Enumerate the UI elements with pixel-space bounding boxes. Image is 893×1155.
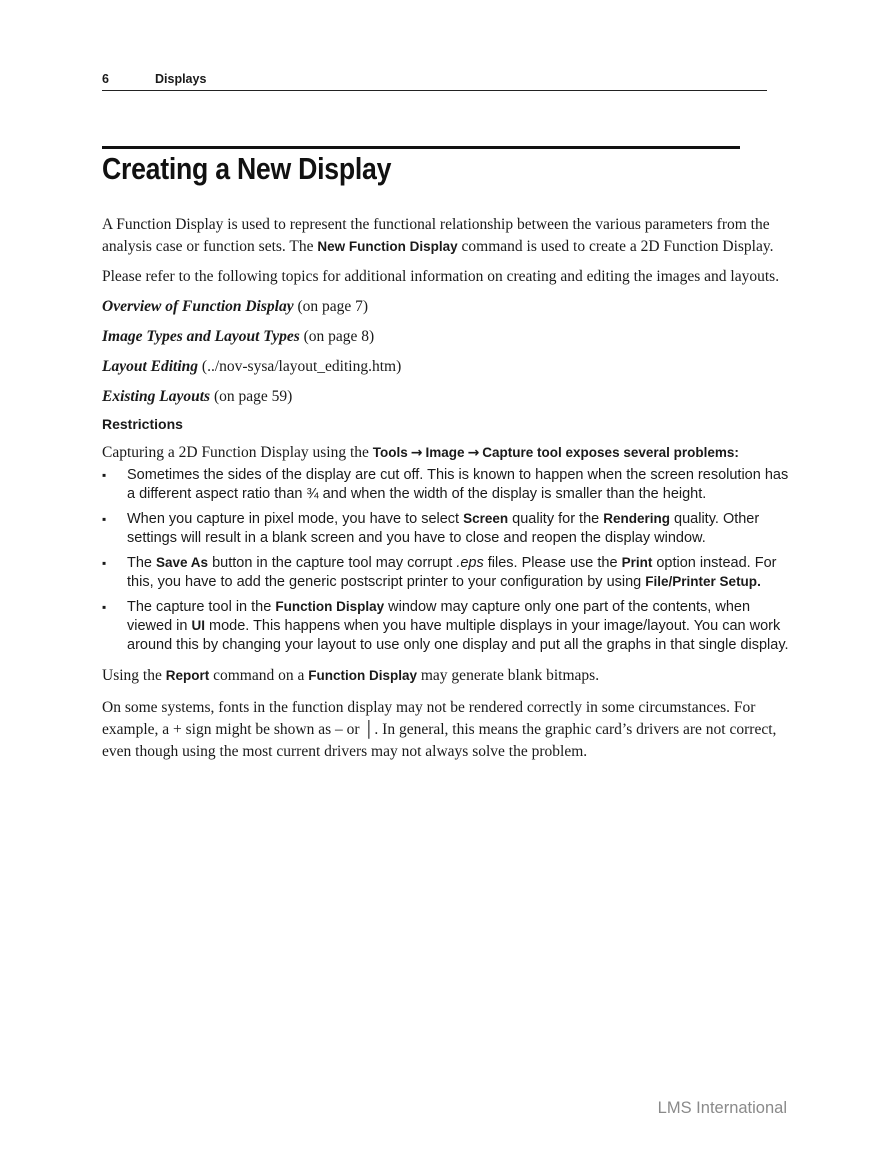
tools-menu-label: Tools bbox=[372, 445, 408, 460]
link-ref: (on page 59) bbox=[210, 388, 293, 405]
restrictions-heading: Restrictions bbox=[102, 416, 183, 432]
report-paragraph bbox=[102, 665, 792, 687]
body-content bbox=[102, 214, 792, 763]
arrow-right-icon: → bbox=[410, 445, 423, 461]
section-name: Displays bbox=[155, 72, 207, 86]
bullet-icon: ▪ bbox=[102, 600, 107, 614]
capture-paragraph bbox=[102, 442, 792, 464]
bullet-icon: ▪ bbox=[102, 556, 107, 570]
arrow-right-icon: → bbox=[467, 445, 480, 461]
topic-link-row bbox=[102, 386, 792, 408]
list-item-text: window may capture only one part of the contents, when viewed in bbox=[127, 599, 751, 634]
intro-text-end: command is used to create a 2D Function Display. bbox=[457, 238, 774, 255]
function-display-label: Function Display bbox=[308, 668, 417, 683]
link-existing-layouts[interactable]: Existing Layouts bbox=[102, 388, 211, 405]
report-text: command on a bbox=[209, 667, 309, 684]
link-ref: (on page 8) bbox=[299, 328, 375, 345]
list-item-text: The bbox=[127, 555, 157, 571]
link-ref: (on page 7) bbox=[293, 298, 369, 315]
capture-colon: : bbox=[734, 445, 739, 460]
bullet-icon: ▪ bbox=[102, 512, 107, 526]
new-function-display-command: New Function Display bbox=[317, 239, 458, 254]
fonts-note-paragraph: On some systems, fonts in the function display may not be rendered correctly in some circumstances. For example, a + sign might be shown as – or │. In general, this means the graphic card’s drivers are not correct, even though using the most current drivers may not always solve the problem. bbox=[102, 699, 777, 760]
list-item-text: mode. This happens when you have multiple displays in your image/layout. You can work around this by changing your layout to use only one display and put all the graphs in that single display. bbox=[127, 618, 789, 653]
list-item bbox=[102, 598, 792, 655]
image-menu-label: Image bbox=[425, 445, 465, 460]
link-image-types-and-layout-types[interactable]: Image Types and Layout Types bbox=[102, 328, 300, 345]
report-text: Using the bbox=[102, 667, 166, 684]
list-item bbox=[102, 510, 792, 548]
capture-tool-label: Capture tool exposes several problems bbox=[482, 445, 735, 460]
list-item bbox=[102, 466, 792, 504]
link-ref: (../nov-sysa/layout_editing.htm) bbox=[198, 358, 402, 375]
list-item-text: option instead. For this, you have to add the generic postscript printer to your configuration by using bbox=[127, 555, 777, 590]
print-option-label: Print bbox=[621, 555, 653, 570]
link-layout-editing[interactable]: Layout Editing bbox=[102, 358, 199, 375]
screen-option-label: Screen bbox=[463, 511, 509, 526]
list-item-text: . bbox=[757, 574, 761, 589]
list-item bbox=[102, 554, 792, 592]
list-item-text: When you capture in pixel mode, you have to select bbox=[127, 511, 464, 527]
page-header bbox=[102, 72, 767, 91]
eps-extension: .eps bbox=[456, 555, 484, 571]
bullet-icon: ▪ bbox=[102, 468, 107, 482]
report-command-label: Report bbox=[165, 668, 210, 683]
page-title: Creating a New Display bbox=[102, 151, 392, 186]
title-rule bbox=[102, 146, 740, 149]
ui-mode-label: UI bbox=[191, 618, 205, 633]
intro-text: A Function Display is used to represent the functional relationship between the various parameters from the analysis case or function sets. The bbox=[102, 216, 770, 255]
page-number: 6 bbox=[102, 72, 109, 86]
topic-link-row bbox=[102, 356, 792, 378]
restrictions-list bbox=[102, 466, 792, 655]
report-text: may generate blank bitmaps. bbox=[417, 667, 600, 684]
list-item-text: quality. Other settings will result in a blank screen and you have to close and reopen the display window. bbox=[127, 511, 760, 546]
capture-text: Capturing a 2D Function Display using the bbox=[102, 444, 373, 461]
list-item-text: files. Please use the bbox=[483, 555, 622, 571]
function-display-label: Function Display bbox=[275, 599, 385, 614]
list-item-text: The capture tool in the bbox=[127, 599, 276, 615]
rendering-option-label: Rendering bbox=[603, 511, 671, 526]
intro-paragraph bbox=[102, 214, 792, 258]
list-item-text: quality for the bbox=[508, 511, 604, 527]
topic-link-row bbox=[102, 326, 792, 348]
topic-link-row bbox=[102, 296, 792, 318]
list-item-text: button in the capture tool may corrupt bbox=[208, 555, 457, 571]
refer-paragraph: Please refer to the following topics for additional information on creating and editing the images and layouts. bbox=[102, 268, 780, 285]
save-as-button-label: Save As bbox=[156, 555, 209, 570]
printer-setup-label: File/Printer Setup bbox=[645, 574, 758, 589]
footer-company: LMS International bbox=[657, 1099, 787, 1117]
list-item-text: Sometimes the sides of the display are cut off. This is known to happen when the screen resolution has a different aspect ratio than ¾ and when the width of the display is smaller than the height. bbox=[127, 467, 789, 502]
link-overview-of-function-display[interactable]: Overview of Function Display bbox=[102, 298, 294, 315]
